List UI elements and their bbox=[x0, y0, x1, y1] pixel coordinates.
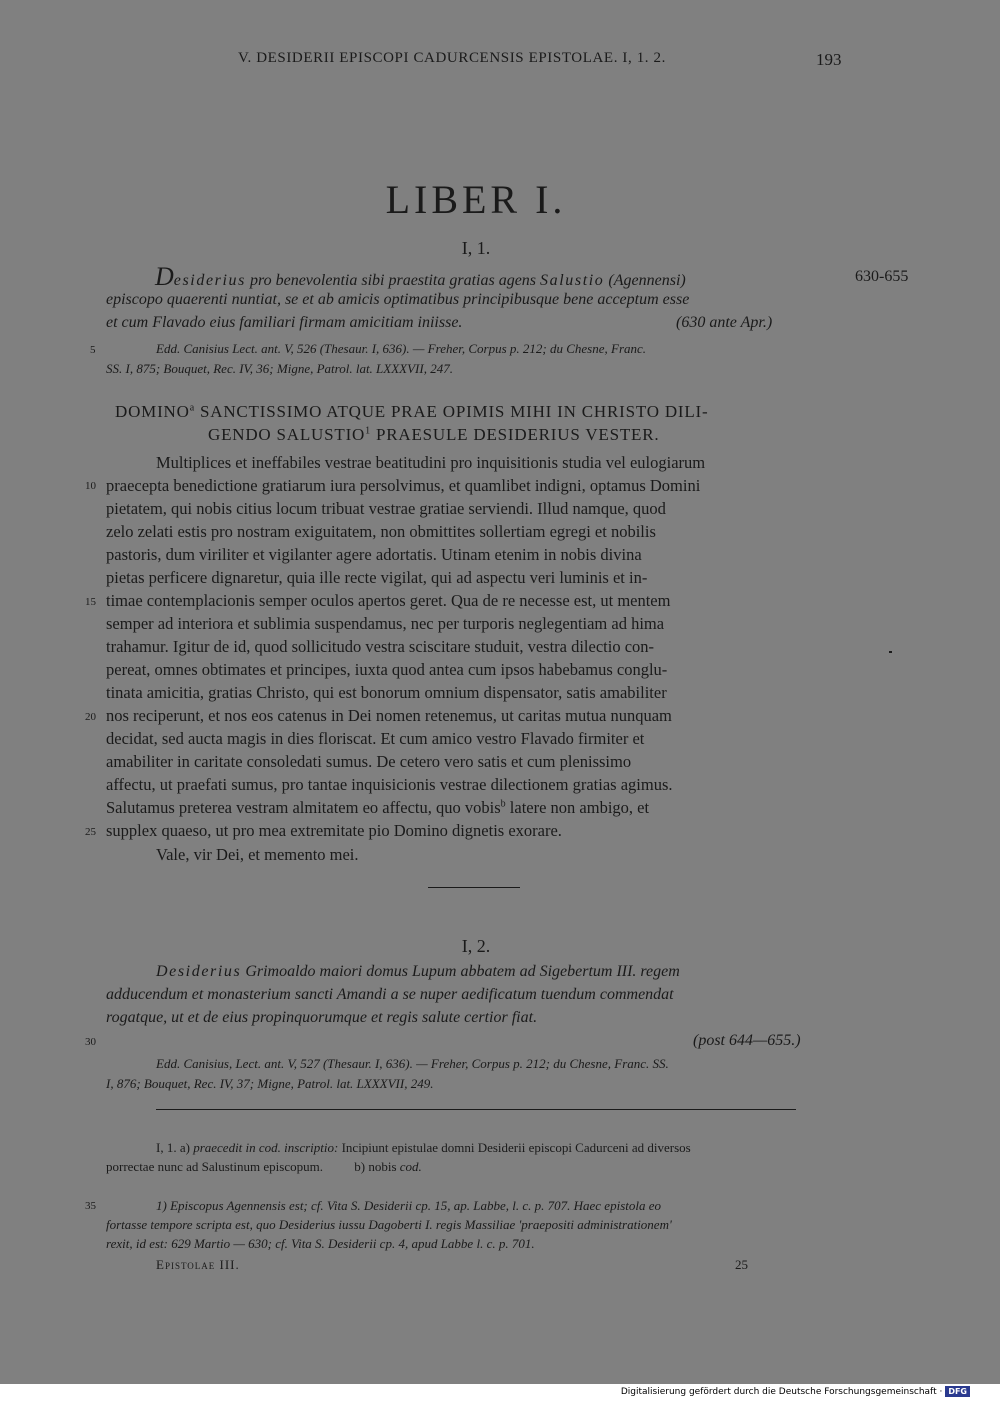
letter-2-author: Desiderius bbox=[156, 963, 242, 980]
letter-1-body-line: trahamur. Igitur de id, quod sollicitudo vestra sciscitare studuit, vestra dilectio con- bbox=[106, 637, 655, 656]
letter-1-body-line: nos reciperunt, et nos eos catenus in Dei nomen retenemus, ut caritas mutua nunquam bbox=[106, 706, 672, 725]
letter-1-margin-date: 630-655 bbox=[855, 268, 909, 285]
apparatus-note-line-2: porrectae nunc ad Salustinum episcopum. b) nobis cod. bbox=[106, 1159, 422, 1174]
letter-1-body-line: Multiplices et ineffabiles vestrae beatitudini pro inquisitionis studia vel eulogiarum bbox=[156, 453, 706, 472]
letter-1-body-line: decidat, sed aucta magis in dies floriscat. Et cum amico vestro Flavado firmiter et bbox=[106, 729, 645, 748]
line-number-25: 25 bbox=[85, 826, 96, 838]
letter-1-summary-line-2: episcopo quaerenti nuntiat, se et ab amicis optimatibus principibusque bene acceptum esse bbox=[106, 291, 690, 308]
footnote-separator bbox=[156, 1109, 796, 1110]
letter-2-date: (post 644—655.) bbox=[693, 1032, 801, 1049]
letter-1-body-line: semper ad interiora et sublimia suspendamus, nec per turporis neglegentiam ad hima bbox=[106, 614, 665, 633]
letter-1-address-line-2: GENDO SALUSTIO$^1$ PRAESULE DESIDERIUS VESTER. bbox=[208, 425, 660, 444]
running-title: V. DESIDERII EPISCOPI CADURCENSIS EPISTOLAE. I, 1. 2. bbox=[238, 50, 666, 66]
letter-1-body-line: Salutamus preterea vestram almitatem eo affectu, quo vobis$^b$ latere non ambigo, et bbox=[106, 798, 650, 817]
letter-1-recipient-see: (Agennensi) bbox=[608, 272, 686, 289]
letter-1-recipient: Salustio bbox=[540, 272, 605, 289]
digitization-credit bbox=[621, 1386, 970, 1397]
letter-1-body-line: tinata amicitia, gratias Christo, qui est bonorum omnium dispensator, satis amabiliter bbox=[106, 683, 667, 702]
footnote-1-line-3: rexit, id est: 629 Martio — 630; cf. Vita S. Desiderii cp. 4, apud Labbe l. c. p. 701. bbox=[106, 1236, 535, 1251]
letter-2-summary-line-3: rogatque, ut et de eius propinquorumque et regis salute certior fiat. bbox=[106, 1009, 538, 1026]
letter-1-address-line-1: DOMINO$^a$ SANCTISSIMO ATQUE PRAE OPIMIS MIHI IN CHRISTO DILI- bbox=[115, 402, 709, 421]
credit-text: Digitalisierung gefördert durch die Deutsche Forschungsgemeinschaft · bbox=[620, 1386, 943, 1397]
letter-2-number: I, 2. bbox=[461, 936, 491, 956]
signature-label: Epistolae III. bbox=[156, 1257, 240, 1272]
letter-2-editions-line-1: Edd. Canisius, Lect. ant. V, 527 (Thesaur. I, 636). — Freher, Corpus p. 212; du Chesne, Franc. SS. bbox=[156, 1056, 669, 1071]
letter-1-summary-line-1 bbox=[155, 262, 686, 292]
signature-number: 25 bbox=[735, 1257, 748, 1272]
line-number-10: 10 bbox=[85, 480, 96, 492]
page-number: 193 bbox=[816, 50, 842, 69]
line-number-20: 20 bbox=[85, 711, 96, 723]
letter-2-editions-line-2: I, 876; Bouquet, Rec. IV, 37; Migne, Patrol. lat. LXXXVII, 249. bbox=[106, 1076, 434, 1091]
line-number-15: 15 bbox=[85, 596, 96, 608]
letter-1-summary-line-3: et cum Flavado eius familiari firmam amicitiam iniisse. bbox=[106, 314, 463, 331]
letter-1-date: (630 ante Apr.) bbox=[676, 314, 773, 331]
letter-1-body-line: praecepta benedictione gratiarum iura persolvimus, et quamlibet indigni, optamus Domini bbox=[106, 476, 701, 495]
letter-1-body-line: amabiliter in caritate consoledati sumus. De cetero vero satis et cum plenissimo bbox=[106, 752, 632, 771]
section-separator bbox=[428, 887, 520, 888]
line-number-5: 5 bbox=[90, 344, 96, 356]
apparatus-mark-b: b bbox=[500, 798, 506, 810]
letter-1-body-line: timae contemplacionis semper oculos apertos geret. Qua de re necesse est, ut mentem bbox=[106, 591, 671, 610]
letter-1-closing: Vale, vir Dei, et memento mei. bbox=[156, 845, 359, 864]
letter-1-body-line: pietatem, qui nobis citius locum tribuat vestrae gratiae serviendi. Illud namque, quod bbox=[106, 499, 666, 518]
dfg-logo: DFG bbox=[945, 1386, 970, 1397]
letter-1-editions-line-1: Edd. Canisius Lect. ant. V, 526 (Thesaur. I, 636). — Freher, Corpus p. 212; du Chesne, Franc. bbox=[156, 341, 647, 356]
letter-1-body-line: supplex quaeso, ut pro mea extremitate pio Domino dignetis exorare. bbox=[106, 821, 562, 840]
apparatus-mark-a: a bbox=[189, 402, 195, 414]
letter-2-summary-line-2: adducendum et monasterium sancti Amandi a se nuper aedificatum tuendum commendat bbox=[106, 986, 674, 1003]
letter-1-editions-line-2: SS. I, 875; Bouquet, Rec. IV, 36; Migne, Patrol. lat. LXXXVII, 247. bbox=[106, 361, 453, 376]
line-number-35: 35 bbox=[85, 1200, 96, 1212]
apparatus-note: I, 1. a) praecedit in cod. inscriptio: Incipiunt epistulae domni Desiderii episcopi Cadurceni ad diversos bbox=[156, 1140, 691, 1155]
book-title: LIBER I. bbox=[385, 177, 567, 222]
letter-1-author: esiderius bbox=[173, 272, 246, 289]
footnote-mark-1: 1 bbox=[365, 425, 371, 437]
letter-2-summary-line-1: Desiderius Grimoaldo maiori domus Lupum abbatem ad Sigebertum III. regem bbox=[156, 963, 680, 980]
footnote-1-line-2: fortasse tempore scripta est, quo Desiderius iussu Dagoberti I. regis Massiliae 'praepositi administrationem' bbox=[106, 1217, 672, 1232]
letter-1-body-line: pereat, omnes obtimates et principes, iuxta quod antea cum ipsos habebamus conglu- bbox=[106, 660, 668, 679]
speck bbox=[889, 651, 892, 653]
letter-1-summary-mid: pro benevolentia sibi praestita gratias agens bbox=[249, 272, 537, 289]
letter-1-body-line: pastoris, dum viriliter et vigilanter agere adortatis. Utinam etenim in nobis divina bbox=[106, 545, 642, 564]
footnote-1-line-1: 1) Episcopus Agennensis est; cf. Vita S. Desiderii cp. 15, ap. Labbe, l. c. p. 707. Haec epistola eo bbox=[156, 1198, 661, 1213]
letter-1-number: I, 1. bbox=[461, 238, 491, 258]
letter-1-body-line: affectu, ut praefati sumus, pro tantae inquisicionis vestrae dilectionem gratias agimus. bbox=[106, 775, 673, 794]
line-number-30: 30 bbox=[85, 1036, 96, 1048]
letter-1-initial: D bbox=[155, 262, 174, 291]
letter-1-body-line: pietas perficere dignaretur, quia ille recte vigilat, qui ad aspectu veri luminis et in- bbox=[106, 568, 648, 587]
letter-1-body-line: zelo zelati estis pro nostram exiguitatem, non obmittites sollertiam egregi et nobilis bbox=[106, 522, 656, 541]
